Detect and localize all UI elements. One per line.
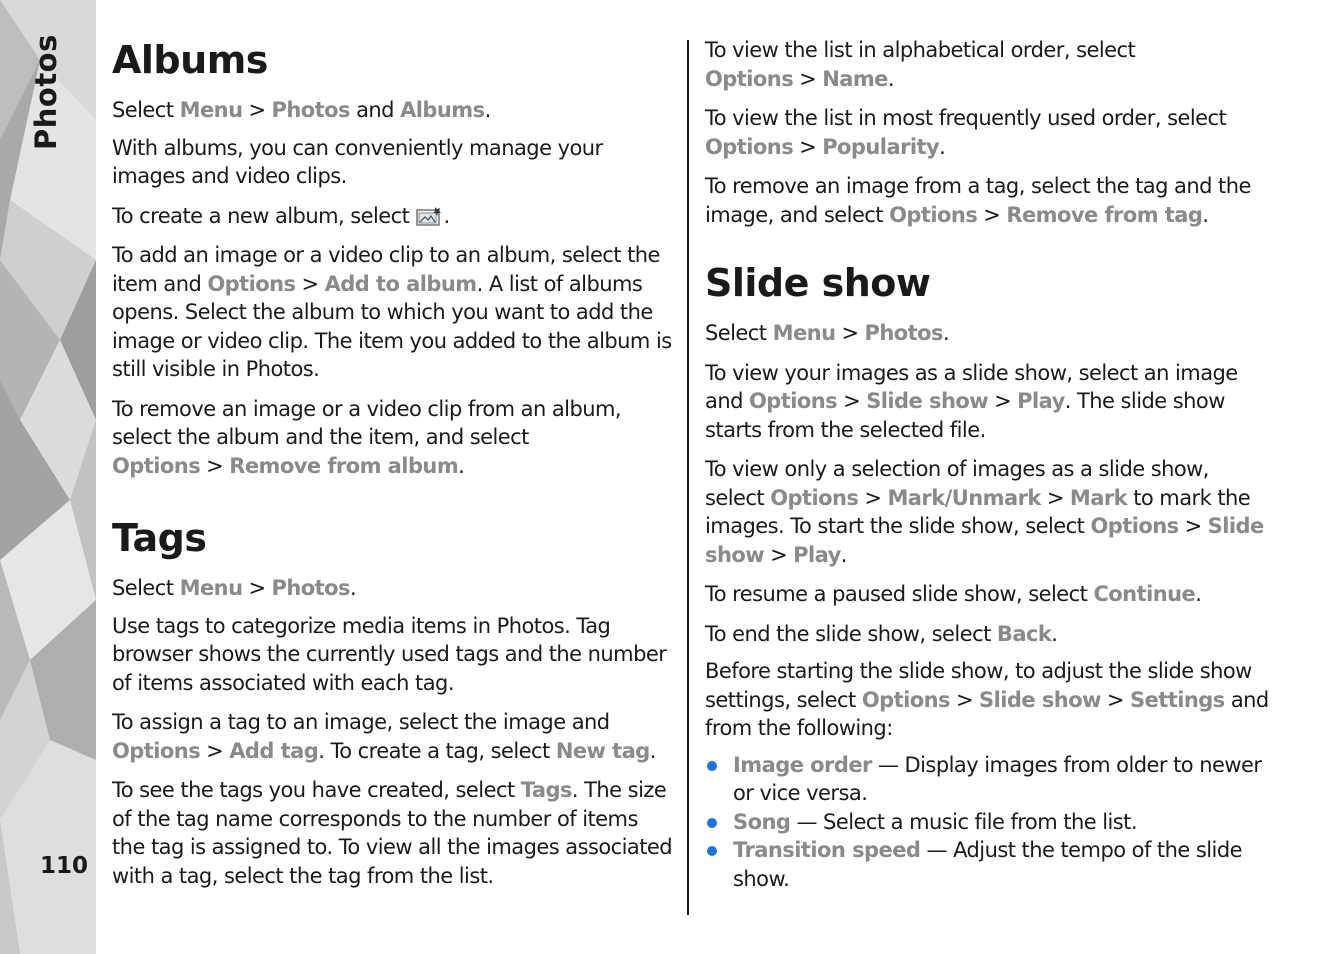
menu-path-item: Options xyxy=(207,271,296,296)
tags-intro: Use tags to categorize media items in Photos. Tag browser shows the currently used tags and the number of items associated with each tag. xyxy=(112,613,667,695)
menu-path-item: Add tag xyxy=(229,738,319,763)
menu-path-item: Play xyxy=(793,542,841,567)
albums-select-path: Select Menu > Photos and Albums. xyxy=(112,98,491,122)
tags-select-path: Select Menu > Photos. xyxy=(112,576,357,600)
tags-view: To see the tags you have created, select Tags. The size of the tag name corresponds to the number of items the tag is assigned to. To view all the images associated with a tag, select the tag from the list. xyxy=(112,778,673,888)
tags-remove: To remove an image from a tag, select the tag and the image, and select Options > Remove from tag. xyxy=(705,174,1251,227)
menu-path-item: Options xyxy=(1090,514,1179,538)
albums-remove-item: To remove an image or a video clip from an album, select the album and the item, and select Options > Remove from album. xyxy=(112,396,622,478)
menu-path-item: Remove from album xyxy=(229,453,459,478)
menu-path-item: Options xyxy=(861,687,950,712)
menu-path-item: Menu xyxy=(179,576,243,600)
menu-path-item: Name xyxy=(822,66,888,91)
menu-path-item: Menu xyxy=(179,98,243,122)
list-item: Transition speed — Adjust the tempo of the slide show. xyxy=(705,836,1270,893)
slideshow-resume: To resume a paused slide show, select Continue. xyxy=(705,582,1202,606)
menu-path-item: New tag xyxy=(555,738,650,763)
page-number: 110 xyxy=(40,853,89,879)
albums-create: To create a new album, select . xyxy=(112,203,450,228)
sidebar-band xyxy=(0,0,96,954)
section-title-text: Photos xyxy=(29,34,63,150)
section-title xyxy=(26,34,86,160)
bullet-icon xyxy=(707,818,717,828)
tags-assign: To assign a tag to an image, select the image and Options > Add tag. To create a tag, select New tag. xyxy=(112,710,656,763)
menu-path-item: Photos xyxy=(271,98,350,122)
menu-path-item: Photos xyxy=(864,321,943,345)
slideshow-settings: Before starting the slide show, to adjust the slide show settings, select Options > Slide show > Settings and from the following: xyxy=(705,659,1269,740)
menu-path-item: Options xyxy=(889,202,978,227)
menu-path-item: Back xyxy=(996,621,1052,646)
slideshow-select-path: Select Menu > Photos. xyxy=(705,321,950,345)
menu-path-item: Slide show xyxy=(705,514,1264,567)
tags-popularity: To view the list in most frequently used order, select Options > Popularity. xyxy=(705,106,1227,159)
right-column xyxy=(705,36,1270,893)
albums-intro: With albums, you can conveniently manage your images and video clips. xyxy=(112,135,603,188)
menu-path-item: Albums xyxy=(400,98,485,122)
menu-path-item: Add to album xyxy=(324,271,477,296)
menu-path-item: Options xyxy=(705,134,794,159)
menu-path-item: Menu xyxy=(772,321,836,345)
heading-slide-show: Slide show xyxy=(705,261,931,305)
albums-add-item: To add an image or a video clip to an album, select the item and Options > Add to album. A list of albums opens. Select the album to which you want to add the image or video clip. The item you added to the album is still visible in Photos. xyxy=(112,243,672,381)
menu-path-item: Tags xyxy=(520,778,572,802)
menu-path-item: Popularity xyxy=(822,134,940,159)
heading-albums: Albums xyxy=(112,38,268,82)
left-column xyxy=(112,36,676,890)
new-album-icon xyxy=(415,205,443,227)
menu-path-item: Options xyxy=(112,453,201,478)
heading-tags: Tags xyxy=(112,516,207,560)
menu-path-item: Continue xyxy=(1093,582,1196,606)
menu-path-item: Options xyxy=(748,389,838,413)
menu-path-item: Options xyxy=(112,738,201,763)
menu-path-item: Settings xyxy=(1129,687,1225,712)
menu-path-item: Options xyxy=(770,485,859,510)
bullet-icon xyxy=(707,761,717,771)
list-item: Song — Select a music file from the list. xyxy=(705,808,1270,837)
settings-list xyxy=(705,751,1270,894)
slideshow-end: To end the slide show, select Back. xyxy=(705,621,1058,646)
menu-path-item: Photos xyxy=(271,576,350,600)
menu-path-item: Mark/Unmark xyxy=(887,485,1041,510)
bullet-icon xyxy=(707,846,717,856)
column-divider xyxy=(687,40,689,915)
menu-path-item: Slide show xyxy=(979,687,1101,712)
menu-path-item: Options xyxy=(705,66,794,91)
menu-path-item: Remove from tag xyxy=(1006,202,1203,227)
slideshow-selection: To view only a selection of images as a slide show, select Options > Mark/Unmark > Mark to mark the images. To start the slide show, select Options > Slide show > Play. xyxy=(705,457,1264,567)
slideshow-play: To view your images as a slide show, select an image and Options > Slide show > Play. The slide show starts from the selected file. xyxy=(705,360,1238,442)
menu-path-item: Mark xyxy=(1069,485,1128,510)
tags-alphabetical: To view the list in alphabetical order, select Options > Name. xyxy=(705,38,1136,91)
menu-path-item: Play xyxy=(1017,389,1065,413)
menu-path-item: Slide show xyxy=(866,389,989,413)
list-item: Image order — Display images from older to newer or vice versa. xyxy=(705,751,1270,808)
